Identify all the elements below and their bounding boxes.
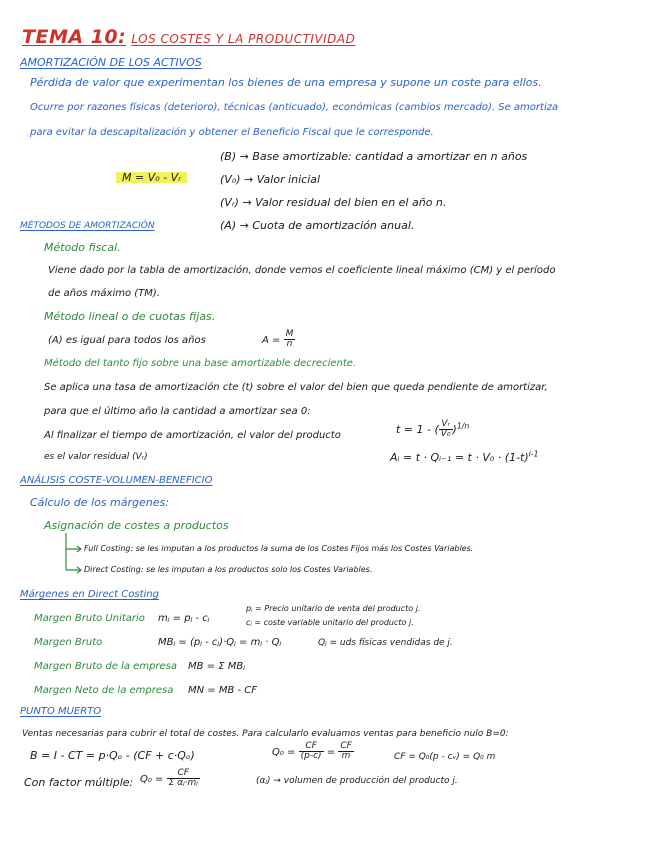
formula-a-tanto-exp: i-1 [528,449,539,459]
mb-formula: MBⱼ = (pⱼ - cⱼ)·Qⱼ = mⱼ · Qⱼ [158,637,282,648]
formula-b: B = I - CT = p·Qₒ - (CF + c·Qₒ) [30,749,195,762]
qj-note: Qⱼ = uds físicas vendidas de j. [318,638,453,648]
alpha-note: (αⱼ) → volumen de producción del producto j. [256,776,458,786]
heading-direct-costing: Márgenes en Direct Costing [20,589,159,600]
fraction-cf-sum [167,769,200,789]
formula-q0 [272,742,354,762]
fraction-num: CF [340,741,352,751]
heading-punto-muerto: PUNTO MUERTO [20,706,102,717]
mbu-formula: mⱼ = pⱼ - cⱼ [158,613,210,624]
cvb-asignacion: Asignación de costes a productos [44,519,229,532]
amortizacion-line3: para evitar la descapitalización y obtener el Beneficio Fiscal que le corresponde. [30,127,434,138]
mbe-formula: MB = Σ MBⱼ [188,661,245,672]
formula-a-lhs: A = [262,334,281,346]
metodo-tanto-title: Método del tanto fijo sobre una base amortizable decreciente. [44,358,357,369]
metodo-tanto-line1: Se aplica una tasa de amortización cte (t) sobre el valor del bien que queda pendiente de amortizar, [44,382,548,393]
fraction-den: (p-c) [300,751,322,762]
formula-cf: CF = Q₀(p - cᵥ) = Q₀ m [394,752,496,762]
mne-formula: MN = MB - CF [188,685,258,696]
formula-t-exp: 1/n [456,421,470,431]
heading-amortizacion: AMORTIZACIÓN DE LOS ACTIVOS [20,56,202,69]
fraction-num: CF [299,742,324,752]
title-number: TEMA 10: [22,26,127,48]
metodo-tanto-line3: Al finalizar el tiempo de amortización, el valor del producto [44,430,341,441]
cvb-full-costing: Full Costing: se les imputan a los productos la suma de los Costes Fijos más los Costes Variables. [84,544,474,553]
title-name: LOS COSTES Y LA PRODUCTIVIDAD [131,32,356,46]
heading-cvb: ANÁLISIS COSTE-VOLUMEN-BENEFICIO [20,475,213,486]
legend-vr: (Vᵣ) → Valor residual del bien en el año n. [220,196,447,209]
metodo-fiscal-line2: de años máximo (TM). [48,288,160,299]
mb-label: Margen Bruto [34,637,103,648]
fraction-den: n [286,339,293,350]
metodo-tanto-line2: para que el último año la cantidad a amortizar sea 0: [44,406,311,417]
multi-label: Con factor múltiple: [24,776,134,789]
formula-t-lhs: t = 1 - ( [396,422,439,436]
cvb-direct-costing: Direct Costing: se les imputan a los productos solo los Costes Variables. [84,565,373,574]
cvb-margenes-title: Cálculo de los márgenes: [30,496,169,509]
formula-q0-eq: = [326,746,336,758]
fraction-num: M [285,329,294,339]
fraction-den: Σ αⱼ·mⱼ [168,778,198,789]
metodo-lineal-title: Método lineal o de cuotas fijas. [44,310,216,323]
punto-line1: Ventas necesarias para cubrir el total de costes. Para calcularlo evaluamos ventas para beneficio nulo B=0: [22,729,509,739]
formula-multi-lhs: Q₀ = [140,773,164,785]
fraction-den: m [341,751,351,762]
legend-v0: (V₀) → Valor inicial [220,173,321,186]
cj-note: cⱼ = coste variable unitario del producto j. [246,618,414,627]
heading-metodos: MÉTODOS DE AMORTIZACIÓN [20,221,155,231]
metodo-fiscal-line1: Viene dado por la tabla de amortización, donde vemos el coeficiente lineal máximo (CM) y el período [48,265,556,276]
metodo-fiscal-title: Método fiscal. [44,241,121,254]
metodo-lineal-line: (A) es igual para todos los años [48,335,206,346]
formula-a-tanto-main: Aᵢ = t · Qᵢ₋₁ = t · V₀ · (1-t) [390,451,529,464]
mbe-label: Margen Bruto de la empresa [34,661,178,672]
legend-b: (B) → Base amortizable: cantidad a amortizar en n años [220,150,528,163]
formula-t-rhs: ) [452,422,457,436]
metodo-tanto-line4: es el valor residual (Vᵣ) [44,452,148,462]
fraction-num: CF [167,769,200,779]
mne-label: Margen Neto de la empresa [34,685,174,696]
amortizacion-line1: Pérdida de valor que experimentan los bienes de una empresa y supone un coste para ellos. [30,76,542,89]
amortizacion-line2: Ocurre por razones físicas (deterioro), técnicas (anticuado), económicas (cambios mercado). Se amortiza [30,102,559,113]
legend-a: (A) → Cuota de amortización anual. [220,219,415,232]
formula-m: M = V₀ - Vᵣ [116,172,187,183]
fraction-cf-m [338,742,353,762]
pj-note: pⱼ = Precio unitario de venta del producto j. [246,604,421,613]
fraction-den: V₀ [440,429,451,440]
mbu-label: Margen Bruto Unitario [34,613,145,624]
fraction-num: Vᵣ [439,420,453,430]
formula-q0-lhs: Q₀ = [272,746,296,758]
formula-multi [140,769,200,789]
fraction-cf-pc [299,742,324,762]
